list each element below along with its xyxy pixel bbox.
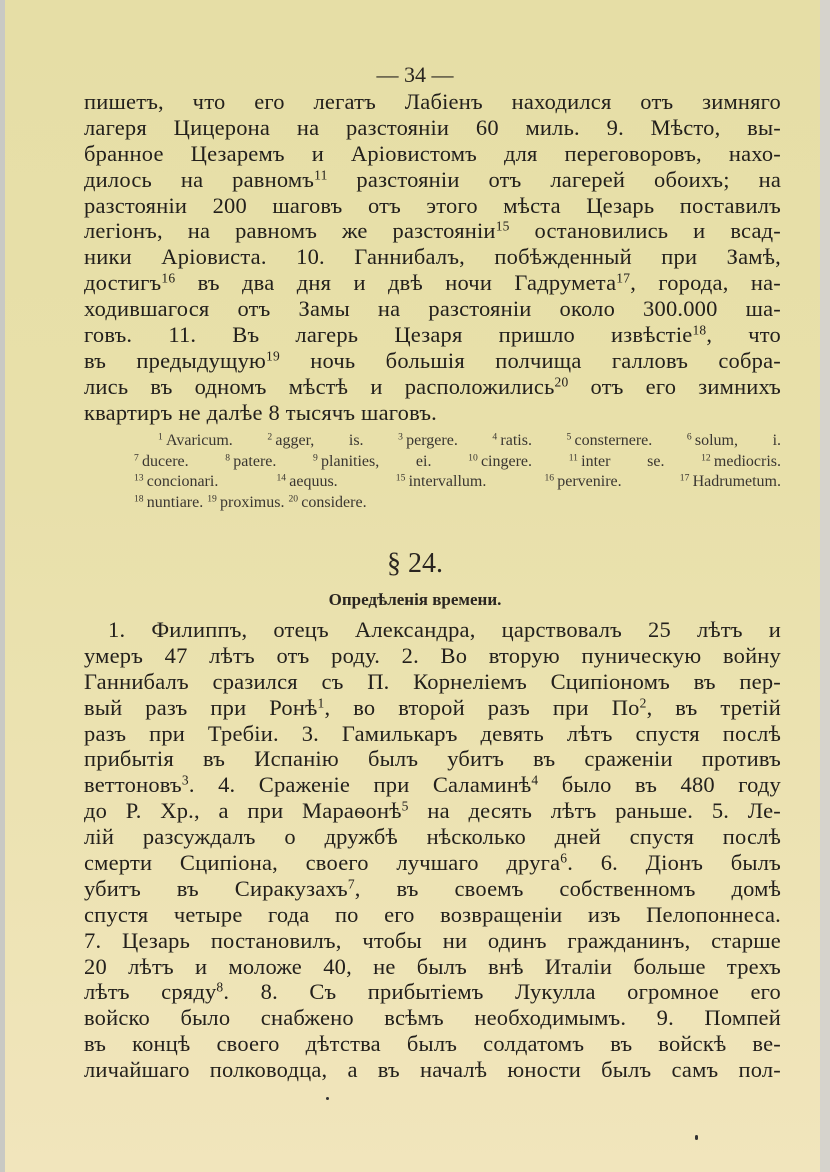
text-line: лій разсуждалъ о дружбѣ нѣсколько дней спустя послѣ <box>84 824 781 850</box>
text-line: лагеря Цицерона на разстояніи 60 миль. 9. Мѣсто, вы- <box>84 114 781 140</box>
text-line: пишетъ, что его легатъ Лабіенъ находился отъ зимняго <box>84 89 781 114</box>
section-paragraph <box>84 617 781 1083</box>
text-line: бранное Цезаремъ и Аріовистомъ для переговоровъ, нахо- <box>84 140 781 166</box>
text-line: прибытія въ Испанію былъ убитъ въ сраженіи противъ <box>84 746 781 772</box>
footnote-number: 17 <box>679 472 690 484</box>
text-line: войско было снабжено всѣмъ необходимымъ. 9. Помпей <box>84 1005 781 1031</box>
footnote-marker: 2 <box>639 695 647 711</box>
footnote-marker: 7 <box>347 876 355 892</box>
footnote-number: 10 <box>468 452 478 464</box>
footnote-number: 20 <box>288 493 299 505</box>
text-line: веттоновъ$^3$. 4. Сраженіе при Саламинѣ$^4$ было въ 480 году <box>84 772 782 798</box>
footnote-number: 13 <box>134 472 144 484</box>
footnote-number: 12 <box>701 452 711 464</box>
text-line: до Р. Хр., а при Мараѳонѣ$^5$ на десять лѣтъ раньше. 5. Ле- <box>84 798 781 824</box>
text-line: умеръ 47 лѣтъ отъ роду. 2. Во вторую пуническую войну <box>84 642 781 668</box>
footnote-number: 2 <box>267 431 273 443</box>
footnote-number: 14 <box>276 472 287 484</box>
text-line: 7. Цезарь постановилъ, чтобы ни одинъ гражданинъ, старше <box>84 927 781 953</box>
page-edge <box>820 0 830 1172</box>
footnote-number: 8 <box>225 452 231 464</box>
text-line: дилось на равномъ$^{11}$ разстояніи отъ лагерей обоихъ; на <box>84 166 781 192</box>
text-line: 20 лѣтъ и моложе 40, не былъ внѣ Италіи больше трехъ <box>84 953 781 979</box>
footnote-marker: 8 <box>216 980 224 996</box>
footnote-number: 3 <box>398 431 403 443</box>
footnotes <box>134 431 781 513</box>
continued-paragraph <box>84 89 781 426</box>
footnote-marker: 16 <box>161 270 176 286</box>
footnote-number: 5 <box>566 431 572 443</box>
footnote-number: 4 <box>492 431 498 443</box>
footnote-marker: 17 <box>616 270 631 286</box>
text-line: достигъ$^{16}$ въ два дня и двѣ ночи Гадрумета$^{17}$, города, на- <box>84 270 782 296</box>
text-line: разстояніи 200 шаговъ отъ этого мѣста Цезарь поставилъ <box>84 192 781 218</box>
text-line: вый разъ при Ронѣ$^1$, во второй разъ при $По^2$, въ третій <box>84 694 781 720</box>
footnote-marker: 20 <box>554 374 569 390</box>
text-line: ники Аріовиста. 10. Ганнибалъ, побѣжденный при Замѣ, <box>84 244 781 270</box>
text-line: смерти Сципіона, своего лучшаго друга$^6$. 6. Діонъ былъ <box>84 850 782 876</box>
footnote-marker: 1 <box>317 695 325 711</box>
footnote-marker: 5 <box>401 798 409 814</box>
text-line: лись въ одномъ мѣстѣ и расположились$^{20}$ отъ его зимнихъ <box>84 373 781 399</box>
section-title: Опредѣленія времени. <box>328 590 502 609</box>
footnote-marker: 6 <box>560 850 568 866</box>
text-line: въ концѣ своего дѣтства былъ солдатомъ въ войскѣ ве- <box>84 1031 781 1057</box>
footnote-number: 7 <box>134 452 139 464</box>
text-line: легіонъ, на равномъ же разстояніи$^{15}$ остановились и всад- <box>84 218 781 244</box>
footnote-number: 18 <box>134 493 144 505</box>
footnote-line: $^1$ Avaricum. $^2$ agger, is. $^3$ pergere. $^4$ ratis. $^5$ consternere. $^6$ solum, i. <box>158 431 782 449</box>
footnote-marker: 4 <box>531 772 539 788</box>
print-speck <box>695 1135 698 1140</box>
text-line: разъ при Требіи. 3. Гамилькаръ девять лѣтъ спустя послѣ <box>84 720 781 746</box>
page-number: — 34 — <box>376 62 454 87</box>
footnote-line: $^{18}$ nuntiare. $^{19}$ proximus. $^{20}$ considere. <box>134 493 367 511</box>
text-line: говъ. 11. Въ лагерь Цезаря пришло извѣстіе$^{18}$, что <box>84 322 781 348</box>
text-line: Ганнибалъ сразился съ П. Корнеліемъ Сципіономъ въ пер- <box>84 668 781 694</box>
text-line: квартиръ не далѣе 8 тысячъ шаговъ. <box>84 399 438 425</box>
footnote-number: 16 <box>544 472 555 484</box>
text-line: убитъ въ Сиракузахъ$^7$, въ своемъ собственномъ домѣ <box>84 875 781 901</box>
footnote-marker: 19 <box>266 348 280 364</box>
footnote-marker: 18 <box>692 322 707 338</box>
text-line: ходившагося отъ Замы на разстояніи около 300.000 ша- <box>84 296 781 322</box>
footnote-number: 9 <box>313 452 318 464</box>
footnote-marker: 15 <box>495 219 510 235</box>
footnote-marker: 3 <box>181 772 189 788</box>
text-line: лѣтъ сряду$^8$. 8. Съ прибытіемъ Лукулла огромное его <box>84 979 781 1005</box>
footnote-number: 6 <box>686 431 692 443</box>
print-speck <box>326 1097 329 1100</box>
text-line: въ предыдущую$^{19}$ ночь большія полчища галловъ собра- <box>84 347 781 373</box>
text-line: 1. Филиппъ, отецъ Александра, царствовалъ 25 лѣтъ и <box>108 617 781 642</box>
text-line: личайшаго полководца, а въ началѣ юности былъ самъ пол- <box>84 1057 781 1083</box>
text-line: спустя четыре года по его возвращеніи изъ Пелопоннеса. <box>84 901 781 927</box>
footnote-marker: 11 <box>314 167 328 183</box>
footnote-number: 19 <box>207 493 217 505</box>
footnote-line: $^7$ ducere. $^8$ patere. $^9$ planities, ei. $^{10}$ cingere. $^{11}$ inter se. $^{12}$ mediocris. <box>134 452 782 470</box>
section-number: § 24. <box>387 548 443 579</box>
footnote-number: 11 <box>568 452 578 464</box>
footnote-number: 1 <box>158 431 163 443</box>
footnote-number: 15 <box>395 472 406 484</box>
footnote-line: $^{13}$ concionari. $^{14}$ aequus. $^{15}$ intervallum. $^{16}$ pervenire. $^{17}$ Hadrumetum. <box>134 472 781 490</box>
